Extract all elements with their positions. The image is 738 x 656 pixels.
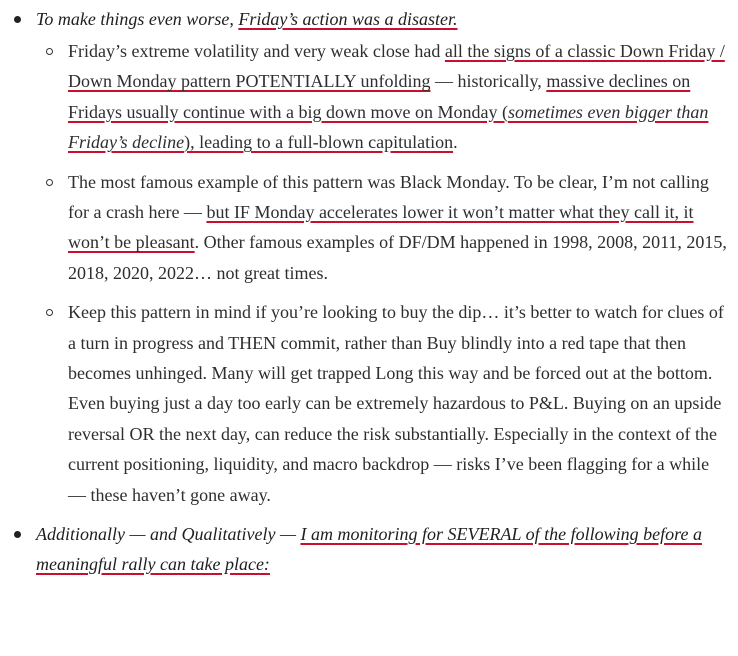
lead-text: Additionally — and Qualitatively — xyxy=(36,524,301,545)
sub-bullet-buy-the-dip xyxy=(36,297,730,510)
sub-bullet-list xyxy=(36,36,730,510)
underlined-span: but IF Monday accelerates lower it won’t matter what they call it, it won’t be pleasant xyxy=(68,202,694,253)
bullet-item-friday-action xyxy=(12,4,730,510)
text-span: Friday’s extreme volatility and very weak close had xyxy=(68,41,445,61)
bullet-disc-icon xyxy=(14,531,21,538)
bullet-circle-icon xyxy=(46,179,53,186)
bullet-circle-icon xyxy=(46,48,53,55)
underlined-span: massive declines on Fridays usually continue with a big down move on Monday ( xyxy=(68,71,691,122)
lead-underlined-text: I am monitoring for SEVERAL of the following before a meaningful rally can take place: xyxy=(36,524,702,575)
bullet-list xyxy=(12,4,730,579)
lead-text: To make things even worse, xyxy=(36,9,239,29)
underlined-span: ), leading to a full-blown capitulation xyxy=(184,132,454,153)
sub-bullet-text: Keep this pattern in mind if you’re looking to buy the dip… it’s better to watch for clues of a turn in progress and THEN commit, rather than Buy blindly into a red tape that then becomes unhinged. Many will get trapped Long this way and be forced out at the bottom. Even buying just a day too early can be extremely hazardous to P&L. Buying on an upside reversal OR the next day, can reduce the risk substantially. Especially in the context of the current positioning, liquidity, and macro backdrop — risks I’ve been flagging for a while — these haven’t gone away. xyxy=(68,302,724,505)
sub-bullet-text xyxy=(68,36,730,158)
text-span: . Other famous examples of DF/DM happened in 1998, 2008, 2011, 2015, 2018, 2020, 2022… not great times. xyxy=(68,232,727,283)
text-span: — historically, xyxy=(430,71,547,92)
text-span: The most famous example of this pattern was Black Monday. To be clear, I’m not calling for a crash here — xyxy=(68,171,709,223)
underlined-italic-span: sometimes even bigger than Friday’s decline xyxy=(68,101,709,153)
bullet-disc-icon xyxy=(14,16,21,23)
bullet-item-monitoring xyxy=(12,519,730,579)
sub-bullet-text xyxy=(68,167,730,289)
text-span: . xyxy=(453,132,458,153)
bullet-lead xyxy=(36,4,730,34)
sub-bullet-volatility xyxy=(36,36,730,158)
lead-underlined-text: Friday’s action was a disaster. xyxy=(238,9,458,29)
bullet-lead xyxy=(36,519,730,579)
underlined-span: all the signs of a classic Down Friday / Down Monday pattern POTENTIALLY unfolding xyxy=(68,41,725,92)
sub-bullet-black-monday xyxy=(36,167,730,289)
bullet-circle-icon xyxy=(46,309,53,316)
